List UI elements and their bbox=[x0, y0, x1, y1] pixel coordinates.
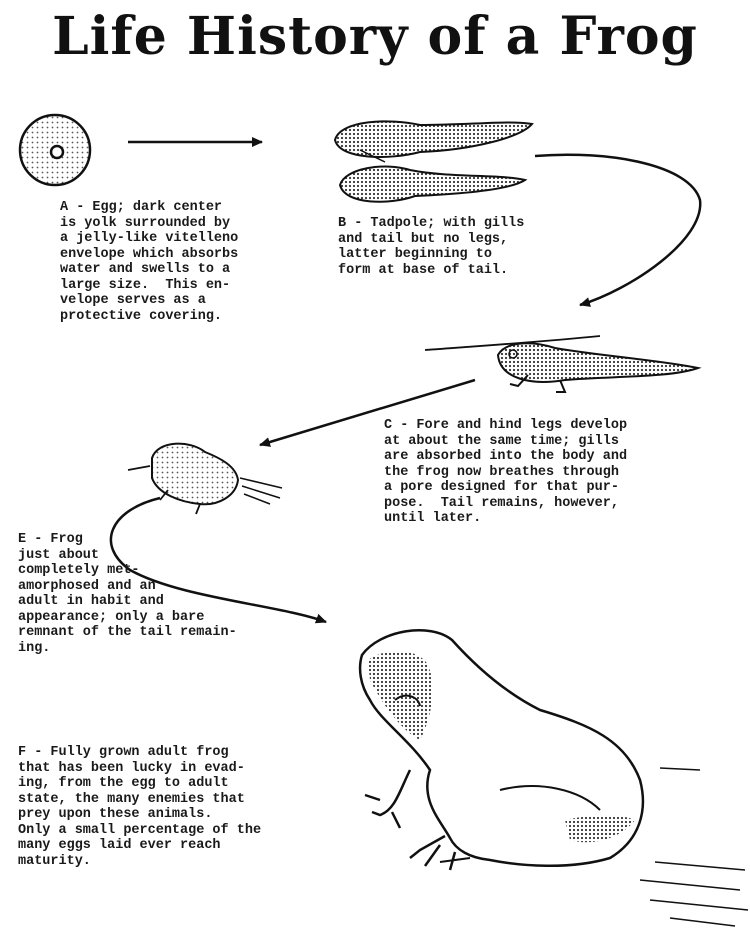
froglet-drawing bbox=[128, 444, 282, 514]
egg-drawing bbox=[20, 115, 90, 185]
caption-tadpole: B - Tadpole; with gills and tail but no legs, latter beginning to form at base of tail. bbox=[338, 216, 525, 278]
page-title: Life History of a Frog bbox=[52, 6, 698, 67]
adult-frog-drawing bbox=[360, 630, 748, 926]
caption-adult-frog: F - Fully grown adult frog that has been lucky in evad- ing, from the egg to adult state, the many enemies that prey upon these animals. Only a small percentage of the many eggs laid ever reach maturity. bbox=[18, 745, 262, 869]
caption-legs-develop: C - Fore and hind legs develop at about the same time; gills are absorbed into the body and the frog now breathes through a pore designed for that pur- pose. Tail remains, however, until later. bbox=[384, 418, 628, 526]
tadpole-drawing bbox=[335, 121, 532, 201]
caption-froglet: E - Frog just about completely met- amorphosed and an adult in habit and appearance; only a bare remnant of the tail remain- ing. bbox=[18, 532, 237, 656]
arrow-tadpole-to-c bbox=[535, 155, 700, 305]
caption-egg: A - Egg; dark center is yolk surrounded by a jelly-like vitelleno envelope which absorbs water and swells to a large size. This en- velope serves as a protective covering. bbox=[60, 200, 239, 324]
